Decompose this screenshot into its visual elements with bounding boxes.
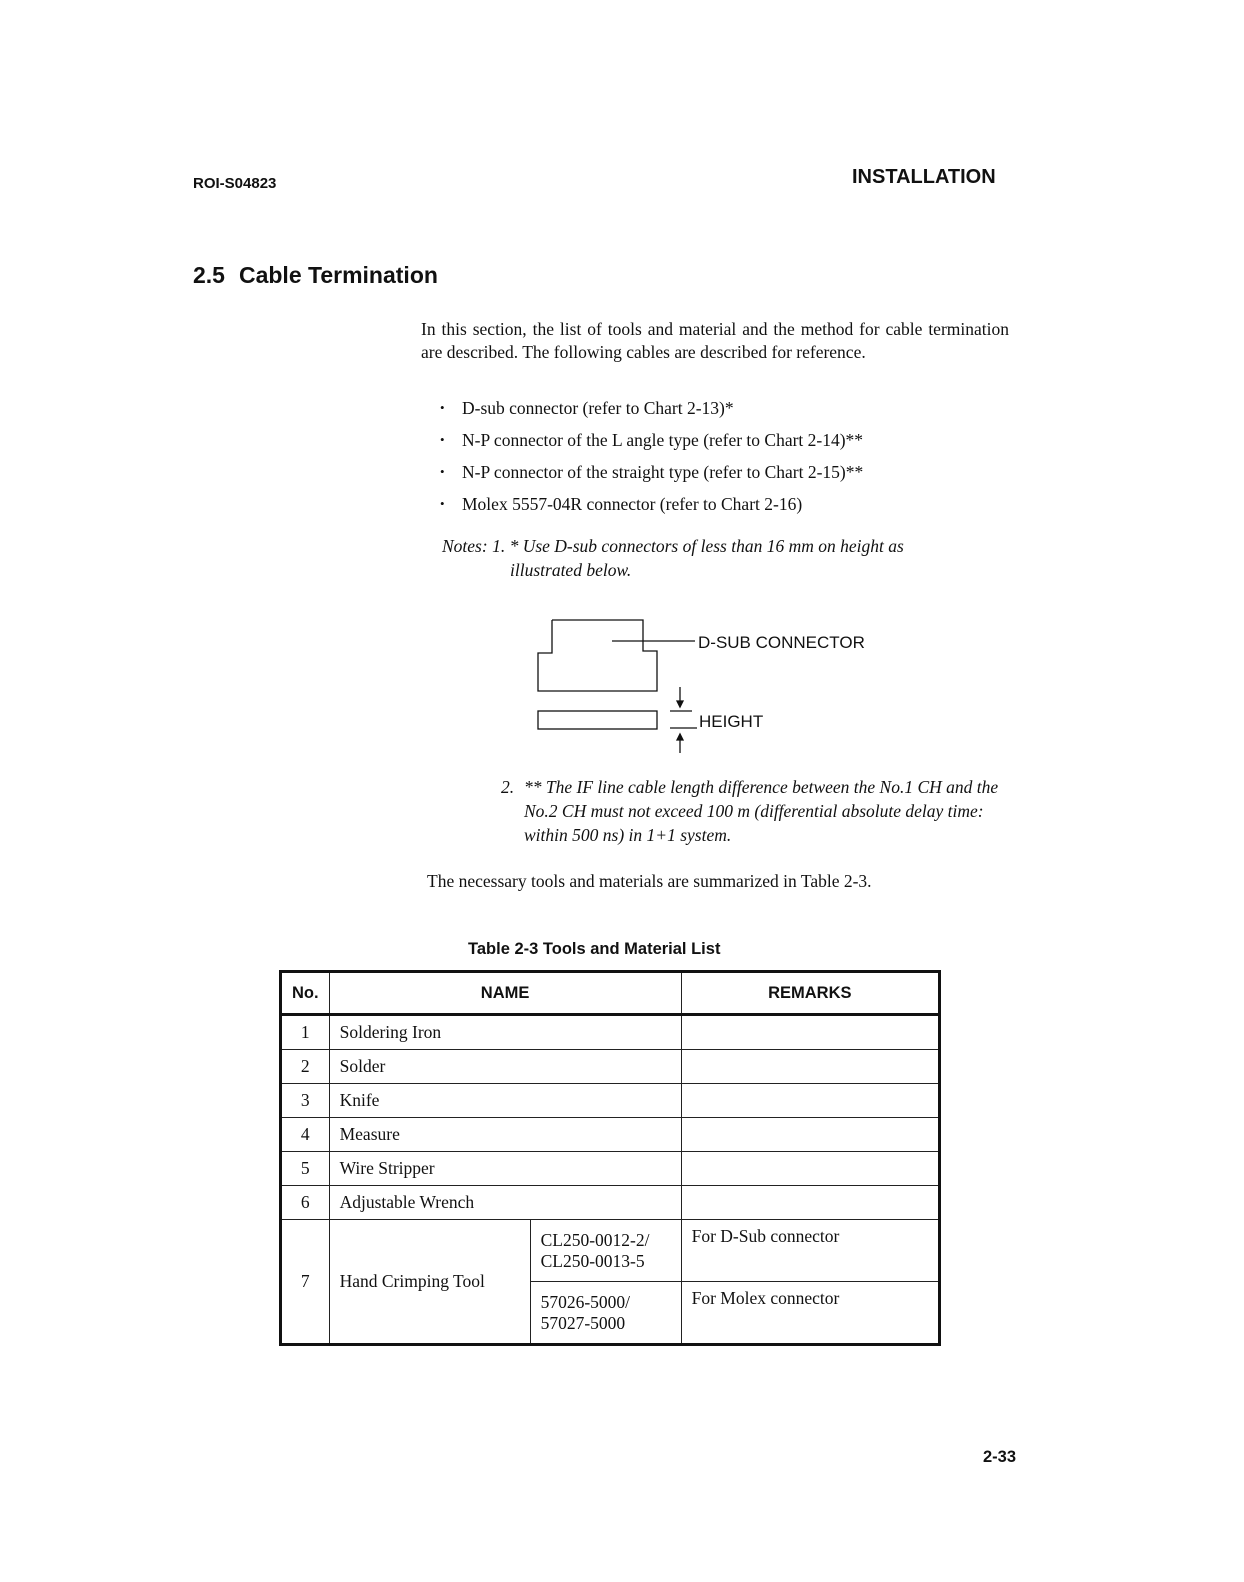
table-row bbox=[281, 1220, 940, 1282]
model-line: 57027-5000 bbox=[540, 1312, 626, 1333]
row-remarks bbox=[681, 1050, 939, 1084]
arrow-down-icon bbox=[677, 701, 683, 707]
row-no: 4 bbox=[281, 1118, 330, 1152]
row-no: 1 bbox=[281, 1015, 330, 1050]
row-remarks bbox=[681, 1152, 939, 1186]
arrow-up-icon bbox=[677, 734, 683, 740]
row-no: 5 bbox=[281, 1152, 330, 1186]
table-row bbox=[281, 1152, 940, 1186]
note-2-text: ** The IF line cable length difference between the No.1 CH and the No.2 CH must not exceed 100 m (differential absolute delay time: within 500 ns) in 1+1 system. bbox=[524, 777, 999, 845]
note-1 bbox=[442, 534, 1010, 582]
table-row bbox=[281, 1084, 940, 1118]
list-item: • N-P connector of the straight type (refer to Chart 2-15)** bbox=[440, 462, 864, 482]
row-name: Soldering Iron bbox=[329, 1015, 681, 1050]
row-no: 3 bbox=[281, 1084, 330, 1118]
row-name: Adjustable Wrench bbox=[329, 1186, 681, 1220]
tools-table bbox=[279, 970, 941, 1346]
row-name: Hand Crimping Tool bbox=[329, 1220, 530, 1345]
section-title: Cable Termination bbox=[238, 262, 438, 288]
connector-outline bbox=[538, 620, 657, 691]
dsub-height-diagram bbox=[530, 615, 890, 755]
cable-list bbox=[440, 396, 1000, 524]
note-1-line-1: Notes: 1. * Use D-sub connectors of less than 16 mm on height as bbox=[442, 536, 904, 556]
section-number: 2.5 bbox=[193, 262, 225, 288]
table-row bbox=[281, 1118, 940, 1152]
table-caption: Table 2-3 Tools and Material List bbox=[468, 940, 721, 958]
list-item: • N-P connector of the L angle type (refer to Chart 2-14)** bbox=[440, 430, 864, 450]
bullet-icon: • bbox=[440, 464, 445, 479]
note-2 bbox=[501, 775, 1013, 847]
bullet-icon: • bbox=[440, 432, 445, 447]
connector-label: D-SUB CONNECTOR bbox=[698, 633, 865, 652]
section-heading bbox=[193, 262, 438, 289]
row-remarks: For D-Sub connector bbox=[681, 1220, 939, 1282]
intro-paragraph: In this section, the list of tools and material and the method for cable termination are described. The following cables are described for reference. bbox=[421, 319, 1009, 362]
row-name: Knife bbox=[329, 1084, 681, 1118]
table-header-row bbox=[281, 972, 940, 1015]
row-no: 2 bbox=[281, 1050, 330, 1084]
row-remarks bbox=[681, 1186, 939, 1220]
row-name: Wire Stripper bbox=[329, 1152, 681, 1186]
list-item: • Molex 5557-04R connector (refer to Chart 2-16) bbox=[440, 494, 803, 514]
document-id: ROI-S04823 bbox=[193, 175, 277, 192]
row-remarks bbox=[681, 1118, 939, 1152]
bullet-icon: • bbox=[440, 496, 445, 511]
note-1-line-2: illustrated below. bbox=[510, 560, 632, 580]
table-row bbox=[281, 1186, 940, 1220]
table-row bbox=[281, 1015, 940, 1050]
model-line: CL250-0013-5 bbox=[540, 1250, 645, 1271]
table-row bbox=[281, 1050, 940, 1084]
row-remarks: For Molex connector bbox=[681, 1282, 939, 1345]
list-item: • D-sub connector (refer to Chart 2-13)* bbox=[440, 398, 734, 418]
row-model bbox=[530, 1220, 681, 1282]
model-line: CL250-0012-2/ bbox=[540, 1229, 650, 1250]
chapter-title: INSTALLATION bbox=[852, 166, 996, 188]
row-model bbox=[530, 1282, 681, 1345]
row-no: 7 bbox=[281, 1220, 330, 1345]
header-remarks: REMARKS bbox=[681, 972, 939, 1015]
row-no: 6 bbox=[281, 1186, 330, 1220]
pcb-outline bbox=[538, 711, 657, 729]
page-number: 2-33 bbox=[983, 1448, 1017, 1466]
row-remarks bbox=[681, 1015, 939, 1050]
summary-sentence: The necessary tools and materials are summarized in Table 2-3. bbox=[427, 871, 872, 891]
header-name: NAME bbox=[329, 972, 681, 1015]
model-line: 57026-5000/ bbox=[540, 1291, 631, 1312]
height-label: HEIGHT bbox=[699, 712, 764, 731]
row-name: Solder bbox=[329, 1050, 681, 1084]
bullet-icon: • bbox=[440, 400, 445, 415]
row-name: Measure bbox=[329, 1118, 681, 1152]
note-2-label: 2. bbox=[501, 777, 515, 797]
row-remarks bbox=[681, 1084, 939, 1118]
header-no: No. bbox=[281, 972, 330, 1015]
